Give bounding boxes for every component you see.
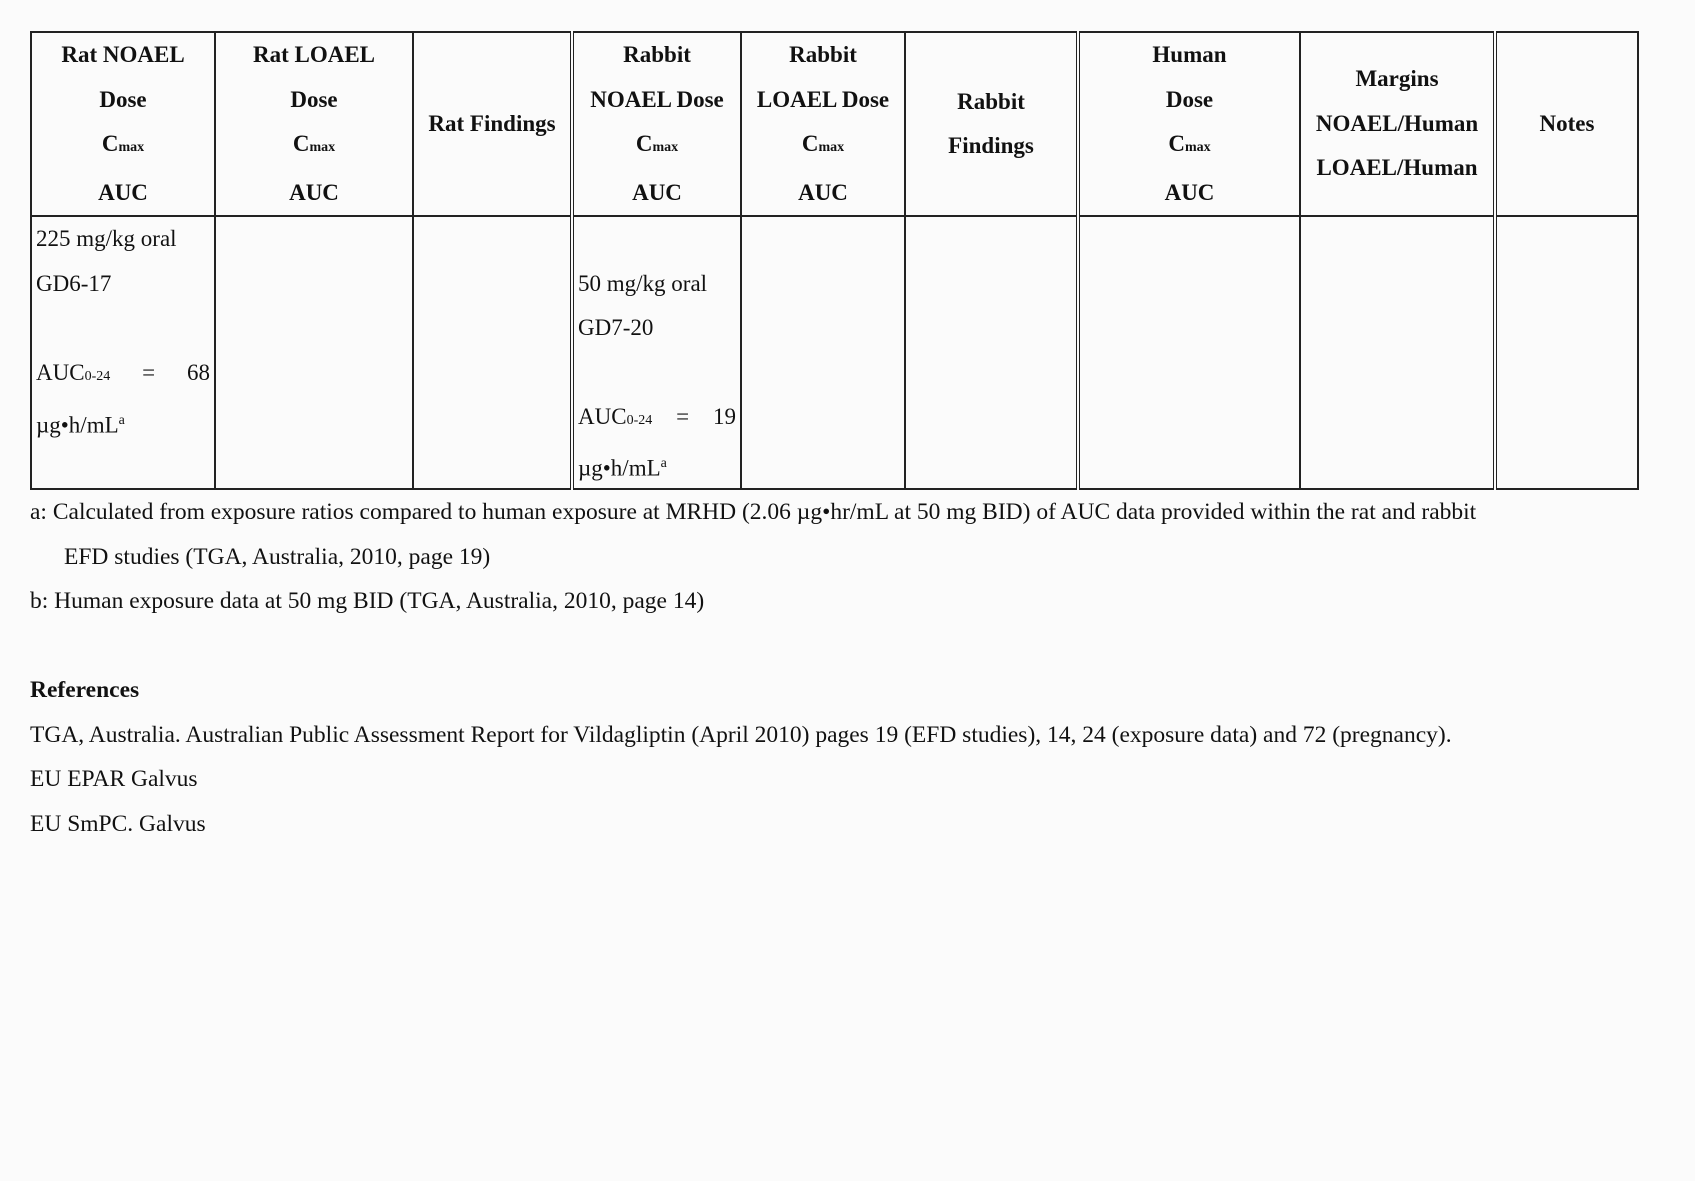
header-rabbit-findings [905,32,1078,216]
reference-item: TGA, Australia. Australian Public Assessment Report for Vildagliptin (April 2010) pages 19 (EFD studies), 14, 24 (exposure data) and 72 (pregnancy). [30,721,1452,748]
cell-rabbit-loael [741,216,905,489]
rabbit-noael-footnote-mark: a [660,455,667,471]
header-rat-loael-line: Rat LOAEL [252,42,376,67]
rat-noael-auc-value: 68 [187,359,210,385]
footnote-a: a: Calculated from exposure ratios compared to human exposure at MRHD (2.06 µg•hr/mL at 50 mg BID) of AUC data provided within the rat and rabbit [30,499,1477,526]
reference-item: EU EPAR Galvus [30,766,198,793]
header-rabbit-findings-line: Rabbit [957,88,1025,114]
header-rat-noael-line: Dose [99,86,147,112]
rat-noael-footnote-mark: a [118,413,125,428]
header-rat-noael [31,32,215,216]
header-rabbit-loael-line: AUC [798,179,848,205]
header-rabbit-findings-line: Findings [948,133,1034,158]
header-rabbit-noael-line: Cmax [635,131,679,156]
rabbit-noael-auc-eq: = [676,404,690,429]
references-heading: References [30,677,140,704]
header-margins-line: LOAEL/Human [1316,155,1478,181]
header-rat-loael-line: Cmax [292,131,336,156]
header-notes [1495,32,1638,216]
rat-noael-auc-label: AUC [36,359,85,385]
efd-table [30,31,1639,490]
header-rat-noael-line: Rat NOAEL [61,42,185,67]
reference-item: EU SmPC. Galvus [30,810,206,837]
header-rabbit-noael-line: NOAEL Dose [590,86,724,112]
cell-rabbit-findings [905,216,1078,489]
rabbit-noael-auc-value: 19 [713,404,736,429]
header-rabbit-loael-line: LOAEL Dose [756,86,890,112]
header-rabbit-noael [572,32,741,216]
rat-noael-auc [36,351,214,400]
rabbit-noael-auc-unit: µg•h/mL [578,455,661,481]
header-rat-findings-line: Rat Findings [428,110,556,136]
rabbit-noael-auc-sub: 0-24 [626,413,653,428]
rat-noael-period: GD6-17 [36,270,112,296]
header-rat-loael [215,32,413,216]
rat-noael-auc-eq: = [142,359,156,385]
header-human-line: Cmax [1168,131,1211,156]
cell-rat-noael [31,216,215,489]
rabbit-noael-dose: 50 mg/kg oral [578,270,708,296]
header-rat-noael-line: Cmax [101,131,145,156]
cell-notes [1495,216,1638,489]
cell-human [1078,216,1300,489]
header-rabbit-loael [741,32,905,216]
rabbit-noael-auc-label: AUC [578,404,627,429]
footnote-a-continued: EFD studies (TGA, Australia, 2010, page 19) [64,543,491,570]
cell-rabbit-noael [572,216,741,489]
cell-rat-loael [215,216,413,489]
header-human-line: Dose [1165,86,1214,112]
rat-noael-auc-sub: 0-24 [84,368,111,384]
rat-noael-dose: 225 mg/kg oral [36,226,177,251]
header-human-line: Human [1152,42,1227,67]
header-rabbit-loael-line: Cmax [801,131,845,156]
header-rat-loael-line: AUC [289,179,339,205]
rat-noael-auc-unit: µg•h/mL [36,412,119,438]
header-notes-line: Notes [1539,110,1595,136]
header-rat-findings [413,32,572,216]
table-row [31,216,1638,489]
header-margins-line: Margins [1355,66,1439,92]
footnotes-and-references [30,490,1637,846]
header-margins-line: NOAEL/Human [1315,110,1479,136]
header-human [1078,32,1300,216]
header-human-line: AUC [1164,179,1215,205]
document-page [30,31,1637,846]
header-rat-loael-line: Dose [290,86,338,112]
rabbit-noael-auc [578,395,740,444]
cell-rat-findings [413,216,572,489]
header-margins [1300,32,1495,216]
header-rat-noael-line: AUC [98,179,148,205]
footnote-b: b: Human exposure data at 50 mg BID (TGA, Australia, 2010, page 14) [30,588,705,615]
header-rabbit-noael-line: AUC [632,179,682,205]
header-rabbit-loael-line: Rabbit [789,42,857,67]
rabbit-noael-period: GD7-20 [578,315,654,340]
header-rabbit-noael-line: Rabbit [623,42,691,67]
cell-margins [1300,216,1495,489]
table-header-row [31,32,1638,216]
